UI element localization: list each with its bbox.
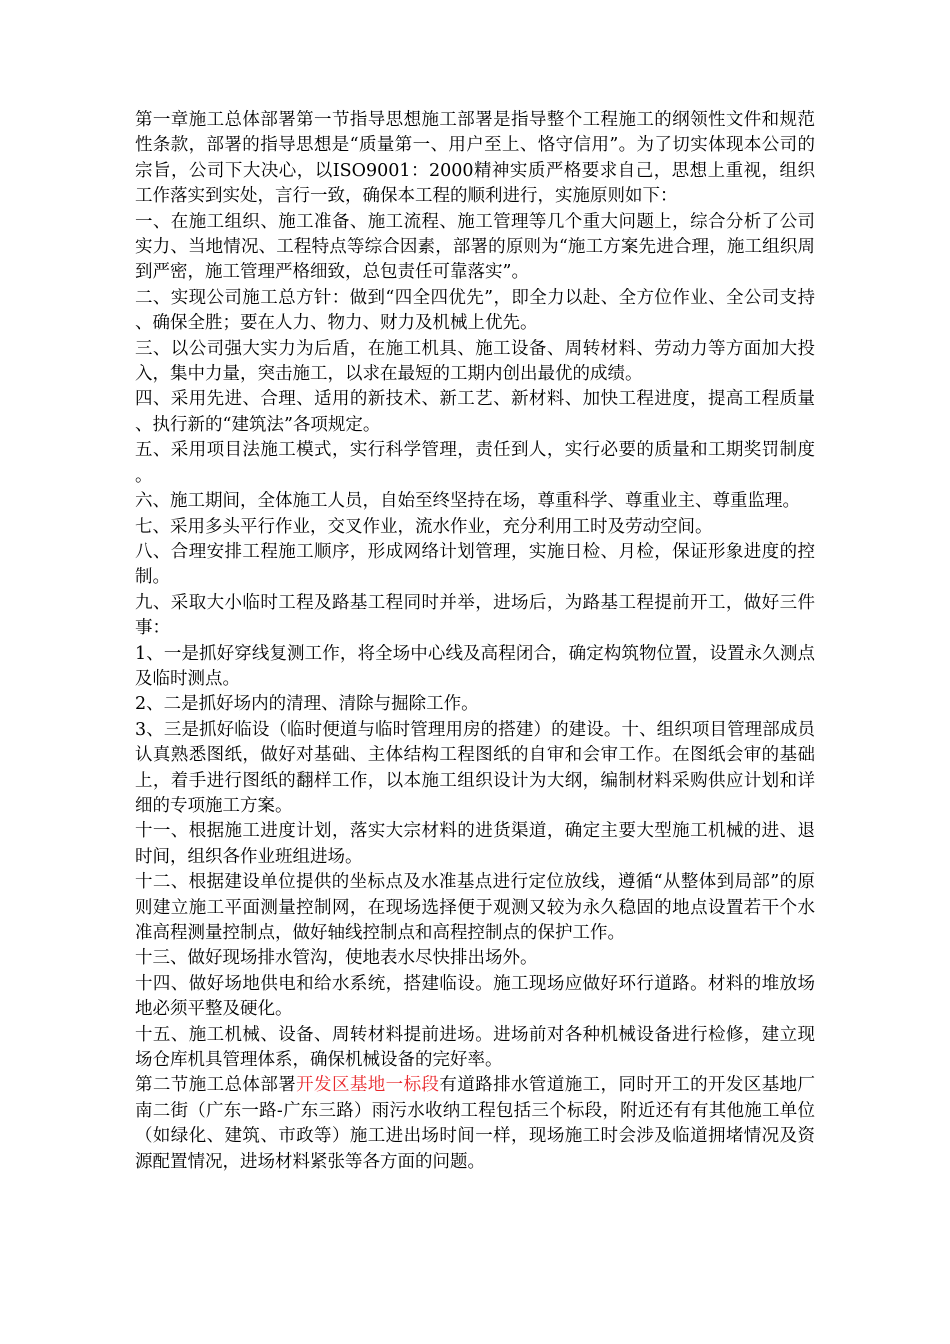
paragraph-item-8: 八、合理安排工程施工顺序，形成网络计划管理，实施日检、月检，保证形象进度的控制。 (135, 541, 815, 588)
paragraph-item-9: 九、采取大小临时工程及路基工程同时并举，进场后，为路基工程提前开工，做好三件事： (135, 592, 815, 639)
paragraph-item-3: 三、以公司强大实力为后盾，在施工机具、施工设备、周转材料、劳动力等方面加大投入，集中力量，突击施工，以求在最短的工期内创出最优的成绩。 (135, 338, 815, 385)
highlighted-text: 开发区基地一标段 (296, 1075, 440, 1096)
paragraph-item-13: 十三、做好现场排水管沟，使地表水尽快排出场外。 (135, 948, 538, 969)
paragraph-section-2 (135, 1073, 815, 1175)
paragraph-item-12: 十二、根据建设单位提供的坐标点及水准基点进行定位放线，遵循“从整体到局部”的原则建立施工平面测量控制网，在现场选择便于观测又较为永久稳固的地点设置若干个水准高程测量控制点，做好轴线控制点和高程控制点的保护工作。 (135, 872, 815, 943)
paragraph-item-7: 七、采用多头平行作业，交叉作业，流水作业，充分利用工时及劳动空间。 (135, 516, 713, 537)
paragraph-subitem-2: 2、二是抓好场内的清理、清除与掘除工作。 (135, 694, 479, 715)
paragraph-item-11: 十一、根据施工进度计划，落实大宗材料的进货渠道，确定主要大型施工机械的进、退时间，组织各作业班组进场。 (135, 821, 815, 867)
paragraph-item-4: 四、采用先进、合理、适用的新技术、新工艺、新材料、加快工程进度，提高工程质量、执行新的“建筑法”各项规定。 (135, 389, 815, 435)
document-body (135, 108, 815, 1175)
section-2-body-text: 有道路排水管道施工，同时开工的开发区基地厂南二街（广东一路-广东三路）雨污水收纳工程包括三个标段，附近还有有其他施工单位（如绿化、建筑、市政等）施工进出场时间一样，现场施工时会涉及临道拥堵情况及资源配置情况，进场材料紧张等各方面的问题。 (135, 1075, 816, 1172)
paragraph-item-14: 十四、做好场地供电和给水系统，搭建临设。施工现场应做好环行道路。材料的堆放场地必须平整及硬化。 (135, 973, 815, 1020)
paragraph-subitem-3: 3、三是抓好临设（临时便道与临时管理用房的搭建）的建设。十、组织项目管理部成员认真熟悉图纸，做好对基础、主体结构工程图纸的自审和会审工作。在图纸会审的基础上，着手进行图纸的翻样工作，以本施工组织设计为大纲，编制材料采购供应计划和详细的专项施工方案。 (135, 719, 815, 816)
paragraph-item-5: 五、采用项目法施工模式，实行科学管理，责任到人，实行必要的质量和工期奖罚制度。 (135, 440, 815, 486)
paragraph-item-2: 二、实现公司施工总方针：做到“四全四优先”，即全力以赴、全方位作业、全公司支持、确保全胜；要在人力、物力、财力及机械上优先。 (135, 287, 815, 334)
paragraph-item-15: 十五、施工机械、设备、周转材料提前进场。进场前对各种机械设备进行检修，建立现场仓库机具管理体系，确保机械设备的完好率。 (135, 1024, 815, 1071)
paragraph-intro: 第一章施工总体部署第一节指导思想施工部署是指导整个工程施工的纲领性文件和规范性条款，部署的指导思想是“质量第一、用户至上、恪守信用”。为了切实体现本公司的宗旨，公司下大决心，以ISO9001：2000精神实质严格要求自己，思想上重视，组织工作落实到实处，言行一致，确保本工程的顺利进行，实施原则如下： (135, 110, 815, 207)
section-2-lead-text: 第二节施工总体部署 (135, 1075, 297, 1096)
paragraph-item-1: 一、在施工组织、施工准备、施工流程、施工管理等几个重大问题上，综合分析了公司实力、当地情况、工程特点等综合因素，部署的原则为“施工方案先进合理，施工组织周到严密，施工管理严格细致，总包责任可靠落实”。 (135, 211, 815, 283)
paragraph-subitem-1: 1、一是抓好穿线复测工作，将全场中心线及高程闭合，确定构筑物位置，设置永久测点及临时测点。 (135, 643, 815, 689)
paragraph-item-6: 六、施工期间，全体施工人员，自始至终坚持在场，尊重科学、尊重业主、尊重监理。 (135, 491, 800, 512)
